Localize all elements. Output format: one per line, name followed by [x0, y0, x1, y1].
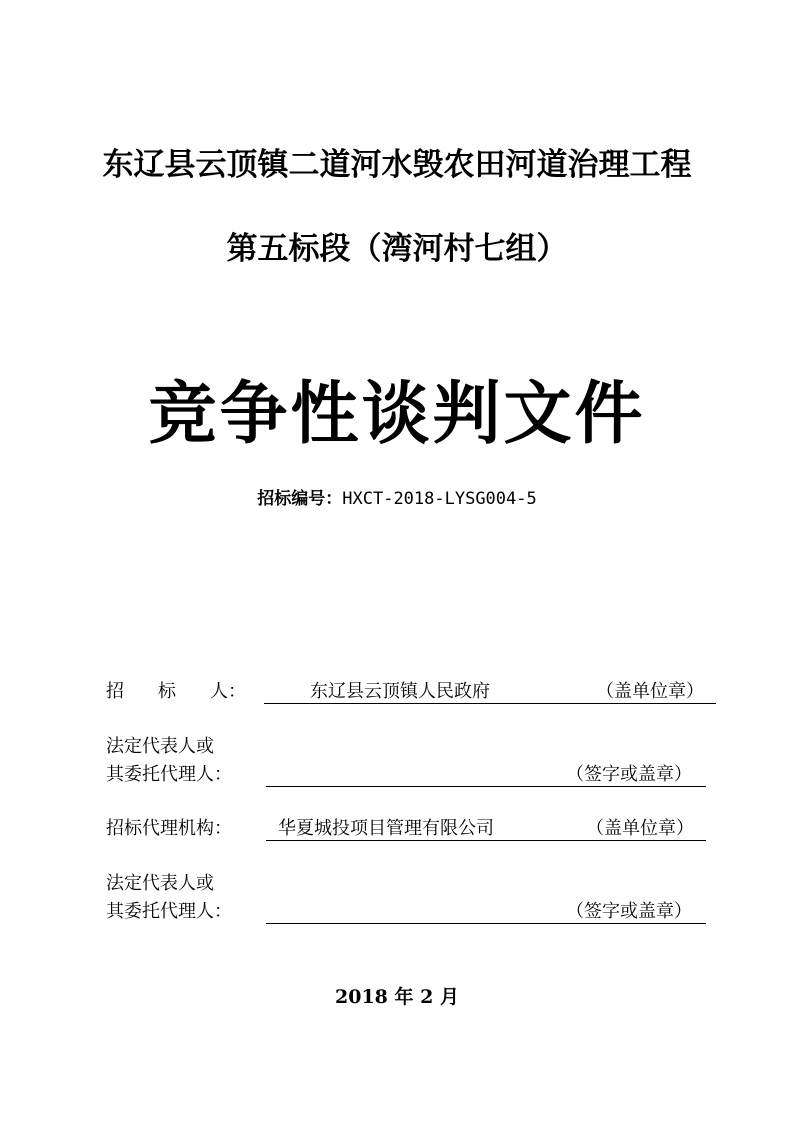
- agency-seal-note: （盖单位章）: [586, 818, 694, 839]
- tenderer-label-char1: 招: [106, 681, 124, 702]
- tenderer-label-char2: 标: [158, 681, 176, 702]
- agency-rep-label-line2: 其委托代理人：: [106, 901, 232, 922]
- project-title-line2: 第五标段（湾河村七组）: [226, 231, 568, 267]
- agency-label: 招标代理机构：: [106, 818, 232, 839]
- document-title: 竞争性谈判文件: [148, 375, 646, 454]
- tenderer-rep-row: [106, 762, 726, 788]
- agency-rep-row: [106, 899, 726, 925]
- agency-rep-label-line1: 法定代表人或: [106, 873, 214, 894]
- document-date: 2018 年 2 月: [335, 986, 459, 1008]
- bid-number-value: HXCT-2018-LYSG004-5: [342, 489, 537, 509]
- project-title-line1: 东辽县云顶镇二道河水毁农田河道治理工程: [102, 147, 692, 183]
- tenderer-rep-label-line2: 其委托代理人：: [106, 764, 232, 785]
- tenderer-value: 东辽县云顶镇人民政府: [310, 681, 490, 702]
- tenderer-rep-sign-note: （签字或盖章）: [566, 764, 692, 785]
- tenderer-rep-label-line1: 法定代表人或: [106, 736, 214, 757]
- bid-number-label: 招标编号：: [257, 489, 343, 509]
- agency-row: [106, 816, 726, 842]
- agency-value: 华夏城投项目管理有限公司: [278, 818, 494, 839]
- tenderer-seal-note: （盖单位章）: [596, 681, 704, 702]
- bid-number: [0, 484, 794, 509]
- tenderer-row: [106, 679, 726, 705]
- tenderer-label-char3: 人：: [210, 681, 246, 702]
- agency-rep-sign-note: （签字或盖章）: [566, 901, 692, 922]
